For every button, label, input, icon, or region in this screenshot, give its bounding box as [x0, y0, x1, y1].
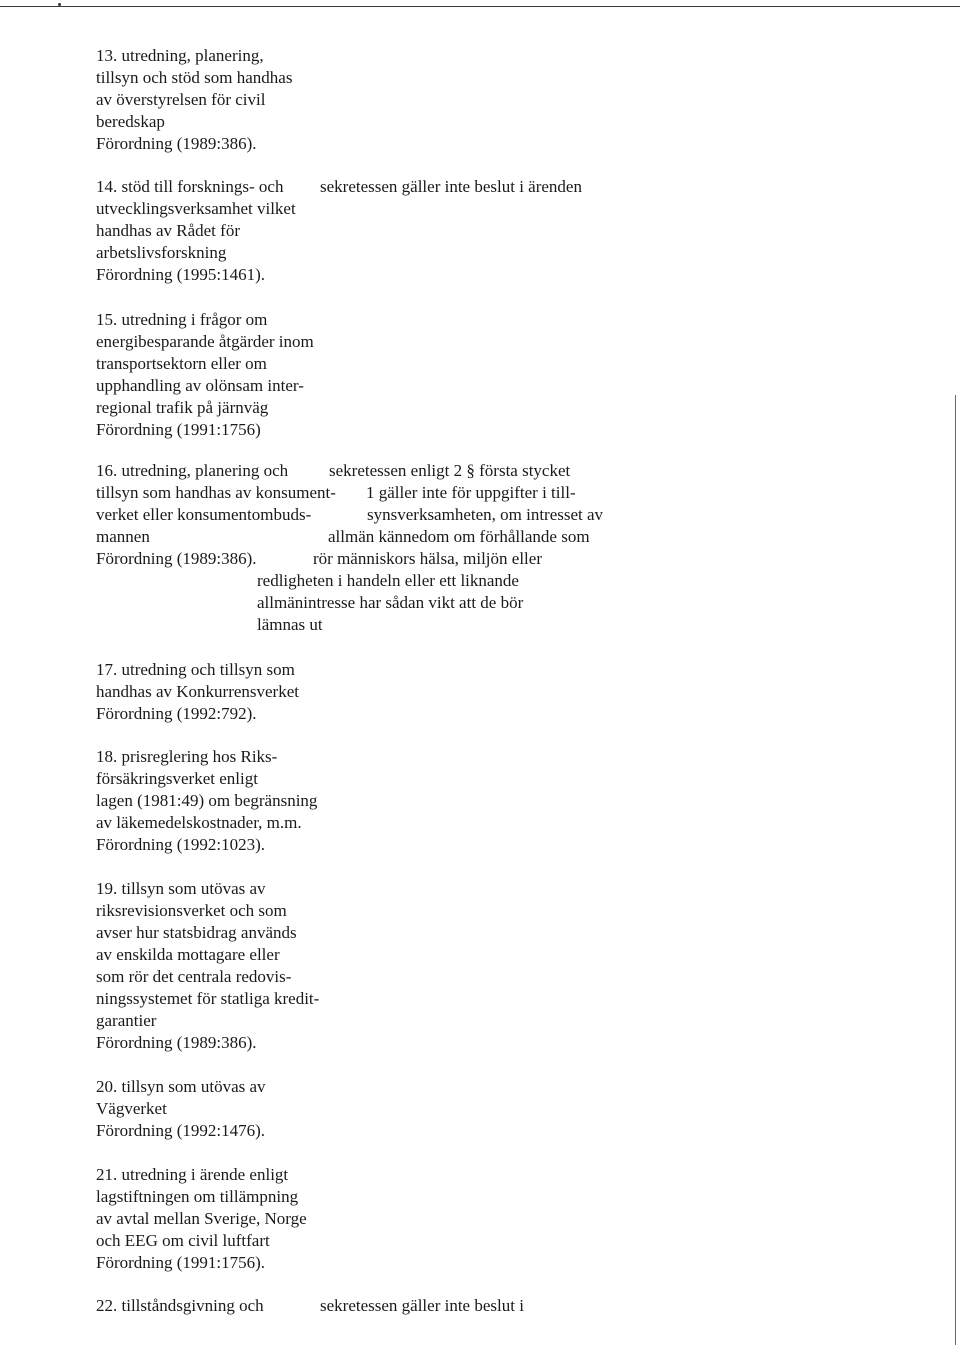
item-22-description	[96, 1295, 264, 1317]
text-line: 1 gäller inte för uppgifter i till-	[366, 483, 576, 502]
item-16-secrecy-note-line-3	[367, 504, 603, 526]
item-16-description	[96, 460, 336, 570]
item-19-description	[96, 878, 319, 1054]
item-22-secrecy-note	[320, 1295, 524, 1317]
text-line: av avtal mellan Sverige, Norge	[96, 1209, 307, 1228]
text-line: Förordning (1989:386).	[96, 549, 257, 568]
text-line: lämnas ut	[257, 615, 323, 634]
text-line: av enskilda mottagare eller	[96, 945, 280, 964]
text-line: försäkringsverket enligt	[96, 769, 258, 788]
text-line: 20. tillsyn som utövas av	[96, 1077, 266, 1096]
text-line: 17. utredning och tillsyn som	[96, 660, 295, 679]
text-line: redligheten i handeln eller ett liknande	[257, 571, 519, 590]
text-line: allmänintresse har sådan vikt att de bör	[257, 593, 524, 612]
text-line: Förordning (1992:1476).	[96, 1121, 266, 1140]
text-line: 19. tillsyn som utövas av	[96, 879, 266, 898]
text-line: allmän kännedom om förhållande som	[328, 527, 590, 546]
item-16-secrecy-note-line-4	[328, 526, 590, 548]
item-13-description	[96, 45, 292, 155]
text-line: Förordning (1992:1023).	[96, 835, 266, 854]
text-line: tillsyn som handhas av konsument-	[96, 483, 336, 502]
text-line: av läkemedelskostnader, m.m.	[96, 813, 302, 832]
text-line: beredskap	[96, 112, 165, 131]
item-18-description	[96, 746, 317, 856]
item-16-secrecy-note-line-2	[366, 482, 576, 504]
text-line: av överstyrelsen för civil	[96, 90, 266, 109]
text-line: handhas av Rådet för	[96, 221, 240, 240]
item-14-secrecy-note	[320, 176, 582, 198]
text-line: 14. stöd till forsknings- och	[96, 177, 284, 196]
text-line: 13. utredning, planering,	[96, 46, 264, 65]
text-line: och EEG om civil luftfart	[96, 1231, 270, 1250]
text-line: rör människors hälsa, miljön eller	[313, 549, 542, 568]
text-line: Förordning (1991:1756).	[96, 1253, 266, 1272]
text-line: 18. prisreglering hos Riks-	[96, 747, 278, 766]
text-line: 15. utredning i frågor om	[96, 310, 268, 329]
text-line: handhas av Konkurrensverket	[96, 682, 299, 701]
text-line: 21. utredning i ärende enligt	[96, 1165, 289, 1184]
text-line: transportsektorn eller om	[96, 354, 267, 373]
text-line: sekretessen enligt 2 § första stycket	[329, 461, 571, 480]
text-line: Förordning (1991:1756)	[96, 420, 261, 439]
text-line: Förordning (1992:792).	[96, 704, 257, 723]
item-17-description	[96, 659, 299, 725]
item-16-secrecy-note-line-5	[313, 548, 542, 570]
text-line: energibesparande åtgärder inom	[96, 332, 314, 351]
text-line: sekretessen gäller inte beslut i	[320, 1296, 524, 1315]
text-line: 22. tillståndsgivning och	[96, 1296, 264, 1315]
text-line: garantier	[96, 1011, 157, 1030]
item-14-description	[96, 176, 296, 286]
top-border-line	[0, 6, 960, 7]
text-line: Vägverket	[96, 1099, 167, 1118]
text-line: mannen	[96, 527, 150, 546]
text-line: som rör det centrala redovis-	[96, 967, 292, 986]
text-line: lagstiftningen om tillämpning	[96, 1187, 299, 1206]
right-margin-line	[955, 395, 956, 1345]
text-line: synsverksamheten, om intresset av	[367, 505, 604, 524]
scan-speck	[58, 3, 61, 6]
text-line: upphandling av olönsam inter-	[96, 376, 304, 395]
text-line: Förordning (1995:1461).	[96, 265, 266, 284]
text-line: lagen (1981:49) om begränsning	[96, 791, 318, 810]
item-21-description	[96, 1164, 307, 1274]
text-line: arbetslivsforskning	[96, 243, 227, 262]
item-15-description	[96, 309, 314, 441]
item-20-description	[96, 1076, 266, 1142]
item-16-secrecy-note-continued	[257, 570, 523, 636]
text-line: regional trafik på järnväg	[96, 398, 269, 417]
text-line: 16. utredning, planering och	[96, 461, 289, 480]
text-line: verket eller konsumentombuds-	[96, 505, 312, 524]
text-line: avser hur statsbidrag används	[96, 923, 297, 942]
text-line: utvecklingsverksamhet vilket	[96, 199, 296, 218]
item-16-secrecy-note-line-1	[329, 460, 570, 482]
text-line: tillsyn och stöd som handhas	[96, 68, 293, 87]
text-line: riksrevisionsverket och som	[96, 901, 287, 920]
text-line: Förordning (1989:386).	[96, 134, 257, 153]
text-line: ningssystemet för statliga kredit-	[96, 989, 320, 1008]
text-line: sekretessen gäller inte beslut i ärenden	[320, 177, 582, 196]
text-line: Förordning (1989:386).	[96, 1033, 257, 1052]
